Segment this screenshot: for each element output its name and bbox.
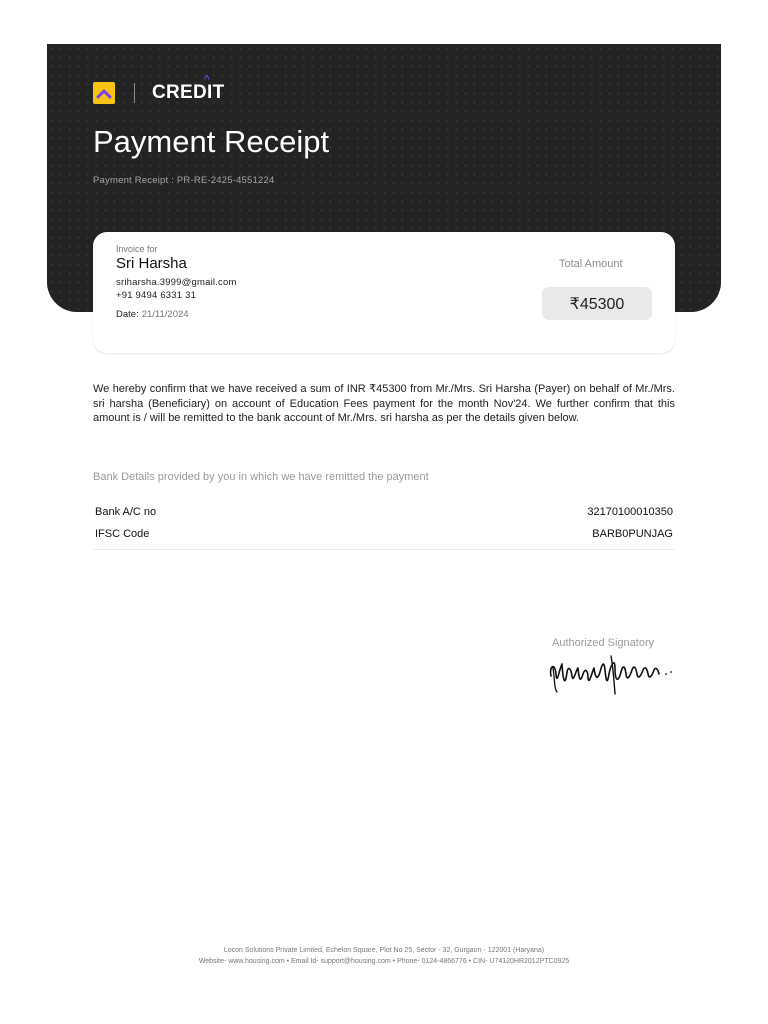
date-value: 21/11/2024 <box>141 309 189 320</box>
footer-contact: Website- www.housing.com • Email Id- support@housing.com • Phone- 0124-4866776 • CIN- U74120HR2012PTC0925 <box>198 958 570 965</box>
signatory-label: Authorized Signatory <box>552 637 655 649</box>
page-footer <box>0 945 768 967</box>
bank-row-ifsc <box>93 523 675 545</box>
invoice-card <box>93 232 675 353</box>
payer-name: Sri Harsha <box>116 255 187 272</box>
bank-account-label: Bank A/C no <box>95 506 157 518</box>
chevron-up-icon <box>93 82 115 104</box>
confirmation-text: We hereby confirm that we have received a sum of INR ₹45300 from Mr./Mrs. Sri Harsha (Payer) on behalf of Mr./Mrs. sri harsha (Beneficiary) on account of Education Fees payment for the month Nov'24. We further confirm that this amount is / will be remitted to the bank account of Mr./Mrs. sri harsha as per the details given below. <box>93 383 675 425</box>
brand-logo <box>93 74 225 108</box>
bank-row-account <box>93 501 675 523</box>
total-amount-label: Total Amount <box>559 258 623 270</box>
receipt-number: Payment Receipt : PR-RE-2425-4551224 <box>93 175 275 186</box>
payer-email: sriharsha.3999@gmail.com <box>116 277 237 288</box>
bank-details-caption: Bank Details provided by you in which we have remitted the payment <box>93 471 429 483</box>
payer-phone: +91 9494 6331 31 <box>116 290 197 301</box>
logo-divider <box>134 83 135 103</box>
brand-name: CREDIT ^ <box>152 74 225 103</box>
ifsc-label: IFSC Code <box>95 528 150 540</box>
date-label: Date: <box>116 309 139 320</box>
bank-account-value: 32170100010350 <box>587 506 673 518</box>
invoice-for-label: Invoice for <box>116 244 158 254</box>
brand-accent-mark: ^ <box>204 74 211 85</box>
table-divider <box>93 549 675 550</box>
footer-address: Locon Solutions Private Limited, Echelon Square, Plot No 25, Sector - 32, Gurgaon - 122001 (Haryana) <box>223 947 545 954</box>
page-title: Payment Receipt <box>93 124 330 159</box>
ifsc-value: BARB0PUNJAG <box>592 528 673 540</box>
total-amount-value: ₹45300 <box>542 287 652 320</box>
signature-image <box>545 650 680 703</box>
invoice-date <box>116 309 189 320</box>
bank-details-table <box>93 501 675 550</box>
